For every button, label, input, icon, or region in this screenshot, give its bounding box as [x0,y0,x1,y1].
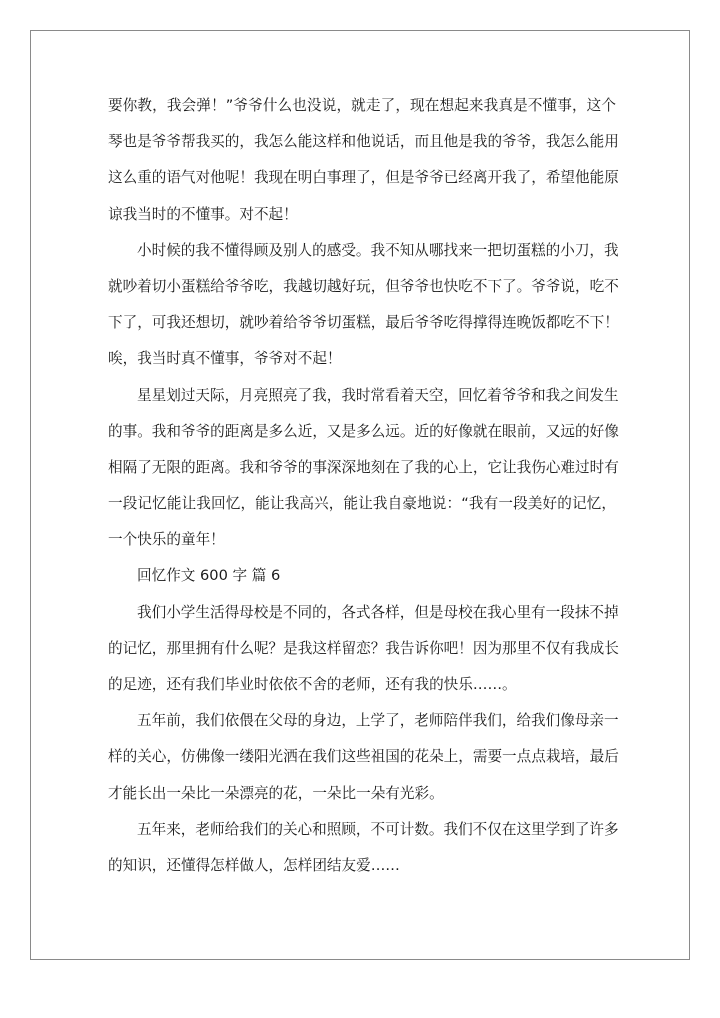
text-line: 一段记忆能让我回忆，能让我高兴，能让我自豪地说：“我有一段美好的记忆， [108,495,616,513]
text-line: 相隔了无限的距离。我和爷爷的事深深地刻在了我的心上，它让我伤心难过时有 [108,458,619,476]
text-line: 下了，可我还想切，就吵着给爷爷切蛋糕，最后爷爷吃得撑得连晚饭都吃不下！ [108,314,619,332]
paragraph [108,595,619,704]
text-line: 五年来，老师给我们的关心和照顾，不可计数。我们不仅在这里学到了许多 [137,820,619,838]
document-body [108,88,619,884]
text-line: 小时候的我不懂得顾及别人的感受。我不知从哪找来一把切蛋糕的小刀，我 [137,241,619,259]
text-line: 唉，我当时真不懂事，爷爷对不起！ [108,350,342,368]
text-line: 就吵着切小蛋糕给爷爷吃，我越切越好玩，但爷爷也快吃不下了。爷爷说，吃不 [108,277,619,295]
section-heading: 回忆作文 600 字 篇 6 [137,567,281,585]
text-line: 的记忆，那里拥有什么呢？是我这样留恋？我告诉你吧！因为那里不仅有我成长 [108,639,619,657]
paragraph [108,378,619,559]
text-line: 的知识，还懂得怎样做人，怎样团结友爱…… [108,856,400,874]
text-line: 星星划过天际，月亮照亮了我，我时常看着天空，回忆着爷爷和我之间发生 [137,386,619,404]
text-line: 这么重的语气对他呢！我现在明白事理了，但是爷爷已经离开我了，希望他能原 [108,169,619,187]
paragraph [108,233,619,378]
paragraph [108,812,619,884]
text-line: 一个快乐的童年！ [108,531,225,549]
text-line: 谅我当时的不懂事。对不起！ [108,205,298,223]
paragraph [108,88,619,233]
paragraph [108,703,619,812]
text-line: 要你教，我会弹！”爷爷什么也没说，就走了，现在想起来我真是不懂事，这个 [108,97,616,114]
text-line: 我们小学生活得母校是不同的，各式各样，但是母校在我心里有一段抹不掉 [137,603,619,621]
text-line: 的足迹，还有我们毕业时依依不舍的老师，还有我的快乐……。 [108,676,517,693]
text-line: 五年前，我们依偎在父母的身边，上学了，老师陪伴我们，给我们像母亲一 [137,712,619,730]
text-line: 才能长出一朵比一朵漂亮的花，一朵比一朵有光彩。 [108,784,444,802]
text-line: 琴也是爷爷帮我买的，我怎么能这样和他说话，而且他是我的爷爷，我怎么能用 [108,133,619,151]
text-line: 样的关心，仿佛像一缕阳光洒在我们这些祖国的花朵上，需要一点点栽培，最后 [108,748,619,766]
text-line: 的事。我和爷爷的距离是多么近，又是多么远。近的好像就在眼前，又远的好像 [108,422,619,440]
